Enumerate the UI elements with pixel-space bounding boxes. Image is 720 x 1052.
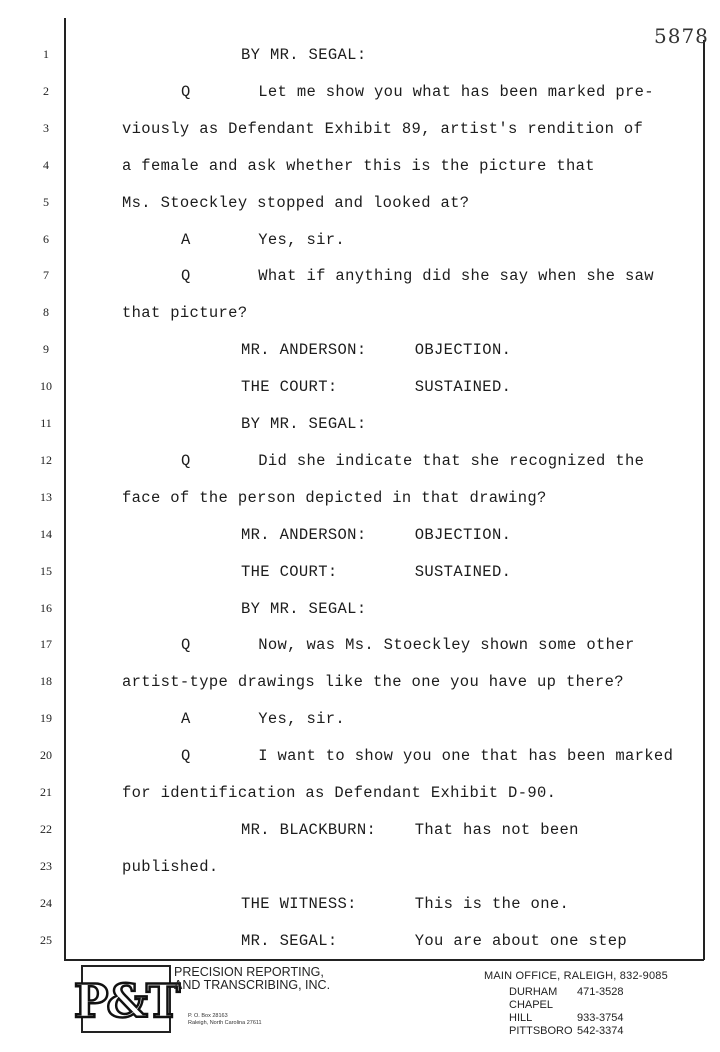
transcript-line: BY MR. SEGAL: (241, 599, 367, 618)
transcript-line: face of the person depicted in that drawing? (122, 488, 547, 507)
line-number: 8 (43, 305, 49, 320)
transcript-line: THE COURT: SUSTAINED. (241, 378, 512, 397)
company-name-line-1: PRECISION REPORTING, (174, 965, 324, 979)
transcript-line: A Yes, sir. (181, 230, 346, 249)
page-number: 5878 (654, 24, 709, 48)
transcript-line: Q Now, was Ms. Stoeckley shown some other (181, 636, 635, 655)
line-number: 21 (40, 785, 52, 799)
left-margin-rule (64, 18, 66, 960)
line-number: 12 (40, 452, 52, 467)
transcript-line: published. (122, 857, 219, 876)
transcript-line: BY MR. SEGAL: (241, 415, 367, 433)
line-number: 6 (43, 231, 49, 246)
transcript-line: THE WITNESS: This is the one. (241, 894, 570, 913)
company-address (188, 1013, 262, 1027)
line-number: 1 (43, 47, 49, 61)
logo-text: P&T (73, 974, 179, 1028)
line-number: 25 (40, 932, 52, 947)
line-number: 11 (40, 416, 52, 430)
line-number: 16 (40, 600, 52, 615)
line-number: 14 (40, 526, 52, 541)
line-number: 2 (43, 83, 49, 98)
line-number: 19 (40, 711, 52, 726)
bottom-margin-rule (64, 959, 704, 961)
office-name: CHAPEL HILL (509, 999, 553, 1024)
right-margin-rule (703, 40, 705, 960)
transcript-line: that picture? (122, 304, 248, 323)
office-phone: 933-3754 (577, 1012, 624, 1024)
office-listing (484, 970, 668, 1038)
office-row-chapel-hill (484, 999, 668, 1025)
line-number: 22 (40, 821, 52, 836)
transcript-line: Ms. Stoeckley stopped and looked at? (122, 193, 470, 212)
company-name-line-2: AND TRANSCRIBING, INC. (174, 978, 331, 992)
transcript-line: Q Let me show you what has been marked pre- (181, 82, 654, 101)
transcript-line: THE COURT: SUSTAINED. (241, 562, 512, 581)
transcript-line: MR. SEGAL: You are about one step (241, 931, 628, 950)
line-number: 20 (40, 748, 52, 763)
main-office: MAIN OFFICE, RALEIGH, 832-9085 (484, 970, 668, 982)
address-line-2: Raleigh, North Carolina 27611 (188, 1020, 262, 1026)
office-phone: 542-3374 (577, 1025, 624, 1037)
office-name: DURHAM (509, 986, 558, 998)
transcript-line: artist-type drawings like the one you have up there? (122, 673, 624, 692)
transcript-line: MR. ANDERSON: OBJECTION. (241, 341, 512, 360)
line-number: 4 (43, 157, 49, 172)
line-number: 3 (43, 120, 49, 135)
line-number: 5 (43, 194, 49, 209)
transcript-line: MR. BLACKBURN: That has not been (241, 820, 579, 839)
line-number: 24 (40, 895, 52, 910)
transcript-line: Q I want to show you one that has been marked (181, 747, 674, 766)
company-logo-icon (73, 964, 179, 1034)
company-name (174, 966, 330, 992)
transcript-line: Q What if anything did she say when she saw (181, 267, 654, 286)
line-number: 17 (40, 637, 52, 652)
transcript-line: A Yes, sir. (181, 710, 346, 729)
line-number: 7 (43, 268, 49, 283)
line-number: 10 (40, 379, 52, 394)
office-name: PITTSBORO (509, 1025, 573, 1037)
transcript-line: a female and ask whether this is the picture that (122, 156, 595, 175)
transcript-line: MR. ANDERSON: OBJECTION. (241, 525, 512, 544)
office-row-durham (484, 986, 668, 999)
office-phone: 471-3528 (577, 986, 624, 998)
transcript-line: for identification as Defendant Exhibit D-90. (122, 784, 557, 802)
line-number: 13 (40, 489, 52, 504)
transcript-line: viously as Defendant Exhibit 89, artist's rendition of (122, 119, 644, 138)
line-number: 18 (40, 674, 52, 689)
transcript-line: BY MR. SEGAL: (241, 46, 367, 64)
transcript-line: Q Did she indicate that she recognized the (181, 451, 645, 470)
address-line-1: P. O. Box 28163 (188, 1013, 228, 1019)
line-number: 15 (40, 563, 52, 578)
office-row-pittsboro (484, 1025, 668, 1038)
line-number: 9 (43, 342, 49, 357)
line-number: 23 (40, 858, 52, 873)
